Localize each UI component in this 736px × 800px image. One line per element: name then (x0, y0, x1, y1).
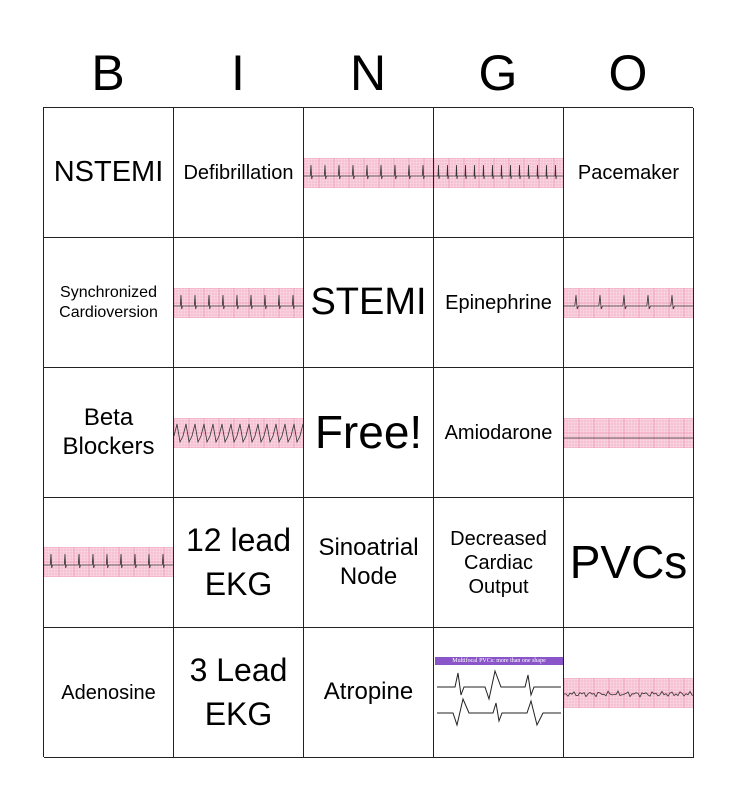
header-letter-n: N (349, 45, 387, 101)
bingo-square-b5[interactable] (44, 628, 174, 758)
square-label: PVCs (569, 535, 688, 588)
bingo-square-n1[interactable] (304, 108, 434, 238)
square-label: Decreased Cardiac Output (450, 527, 547, 598)
bingo-square-i2[interactable] (174, 238, 304, 368)
ecg-strip-image (564, 288, 694, 318)
bingo-square-o2[interactable] (564, 238, 694, 368)
square-label: Atropine (323, 678, 414, 706)
bingo-square-b2[interactable] (44, 238, 174, 368)
square-label: Pacemaker (577, 161, 680, 184)
bingo-square-g2[interactable] (434, 238, 564, 368)
bingo-square-b1[interactable] (44, 108, 174, 238)
bingo-square-i5[interactable] (174, 628, 304, 758)
header-letter-g: G (478, 45, 518, 101)
bingo-square-o1[interactable] (564, 108, 694, 238)
bingo-square-i1[interactable] (174, 108, 304, 238)
bingo-square-o3[interactable] (564, 368, 694, 498)
square-label: Beta Blockers (62, 403, 155, 460)
bingo-header (43, 40, 693, 106)
square-label: 12 lead EKG (186, 522, 291, 602)
square-label: Amiodarone (444, 421, 553, 444)
ecg-strip-image (174, 288, 304, 318)
ecg-strip-image (304, 158, 434, 188)
square-label: Sinoatrial Node (318, 533, 419, 590)
square-label: STEMI (310, 280, 427, 323)
bingo-square-g3[interactable] (434, 368, 564, 498)
header-letter-i: I (231, 45, 245, 101)
ecg-strip-image (564, 678, 694, 708)
ecg-strip-image (564, 418, 694, 448)
bingo-square-n3[interactable] (304, 368, 434, 498)
square-label: Synchronized Cardioversion (59, 284, 158, 321)
bingo-square-o5[interactable] (564, 628, 694, 758)
ecg-strip-image (434, 158, 564, 188)
bingo-square-i4[interactable] (174, 498, 304, 628)
square-label: Epinephrine (445, 291, 552, 314)
bingo-square-o4[interactable] (564, 498, 694, 628)
bingo-square-b3[interactable] (44, 368, 174, 498)
square-label: Adenosine (61, 681, 156, 704)
square-label: Defibrillation (183, 161, 294, 184)
bingo-square-g5[interactable] (434, 628, 564, 758)
bingo-square-i3[interactable] (174, 368, 304, 498)
ecg-strip-image (174, 418, 304, 448)
bingo-square-b4[interactable] (44, 498, 174, 628)
header-letter-b: B (91, 45, 125, 101)
square-label: 3 Lead EKG (189, 652, 288, 732)
header-letter-o: O (608, 45, 648, 101)
bingo-square-n2[interactable] (304, 238, 434, 368)
bingo-card-grid (43, 107, 693, 757)
ecg-image-caption: Multifocal PVCs: more than one shape (435, 657, 563, 665)
square-label: NSTEMI (53, 156, 164, 189)
multifocal-pvc-ecg-image (435, 657, 563, 727)
bingo-square-g4[interactable] (434, 498, 564, 628)
bingo-square-g1[interactable] (434, 108, 564, 238)
bingo-square-n5[interactable] (304, 628, 434, 758)
square-label: Free! (314, 405, 423, 458)
bingo-square-n4[interactable] (304, 498, 434, 628)
ecg-strip-image (44, 547, 174, 577)
